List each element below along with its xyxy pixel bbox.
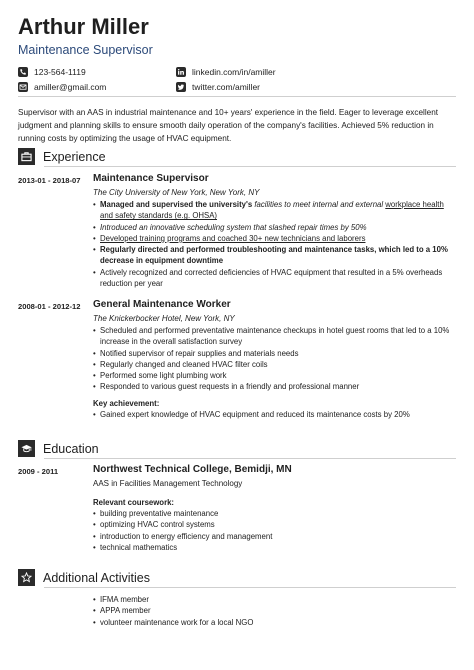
job-1-dates: 2013-01 - 2018-07 xyxy=(18,176,81,185)
list-item: • IFMA member xyxy=(93,594,455,605)
list-item: • technical mathematics xyxy=(93,542,455,553)
contact-linkedin[interactable] xyxy=(176,67,276,77)
education-title: Education xyxy=(43,441,99,456)
job-1-title: Maintenance Supervisor xyxy=(93,173,209,184)
linkedin-text: linkedin.com/in/amiller xyxy=(192,67,276,77)
experience-section-header xyxy=(18,148,106,165)
education-entry xyxy=(93,464,455,553)
job-2-dates: 2008-01 - 2012-12 xyxy=(18,302,81,311)
job-1 xyxy=(93,173,455,289)
twitter-icon xyxy=(176,82,186,92)
list-item: • Developed training programs and coached 30+ new technicians and laborers xyxy=(93,233,455,244)
email-icon xyxy=(18,82,28,92)
twitter-text: twitter.com/amiller xyxy=(192,82,261,92)
header-divider xyxy=(18,96,456,97)
activities-list xyxy=(93,594,455,628)
job-2-title: General Maintenance Worker xyxy=(93,299,231,310)
list-item: • building preventative maintenance xyxy=(93,508,455,519)
experience-title: Experience xyxy=(43,149,106,164)
list-item: • Gained expert knowledge of HVAC equipment and reduced its maintenance costs by 20% xyxy=(93,409,455,420)
email-text: amiller@gmail.com xyxy=(34,82,107,92)
phone-text: 123-564-1119 xyxy=(34,67,86,77)
star-icon xyxy=(18,569,35,586)
list-item: • Regularly directed and performed troubleshooting and maintenance tasks, which led to a 10% decrease in equipment downtime xyxy=(93,244,455,267)
job-1-bullets xyxy=(93,199,455,289)
degree: AAS in Facilities Management Technology xyxy=(93,479,243,488)
list-item: • optimizing HVAC control systems xyxy=(93,519,455,530)
list-item: • Managed and supervised the university's facilities to meet internal and external workplace health and safety standards (e.g. OHSA) xyxy=(93,199,455,222)
list-item: • introduction to energy efficiency and management xyxy=(93,531,455,542)
candidate-name: Arthur Miller xyxy=(18,14,149,39)
experience-divider xyxy=(44,166,456,167)
key-achievement-label: Key achievement: xyxy=(93,398,160,408)
job-2-bullets xyxy=(93,325,455,393)
list-item: • Performed some light plumbing work xyxy=(93,370,455,381)
profile-summary: Supervisor with an AAS in industrial maintenance and 10+ years' experience in the field. Eager to leverage excellent judgment and planning skills to ensure smooth daily operation of the company's facilities. Achieved 5% reduction in running costs by optimizing the usage of HVAC equipment. xyxy=(18,108,439,143)
education-dates: 2009 - 2011 xyxy=(18,467,59,476)
contact-twitter[interactable] xyxy=(176,82,260,92)
activities-divider xyxy=(44,587,456,588)
job-2-company: The Knickerbocker Hotel, New York, NY xyxy=(93,314,235,323)
coursework-list xyxy=(93,508,455,553)
briefcase-icon xyxy=(18,148,35,165)
activities-title: Additional Activities xyxy=(43,570,151,585)
list-item: • Regularly changed and cleaned HVAC filter coils xyxy=(93,359,455,370)
list-item: • volunteer maintenance work for a local NGO xyxy=(93,617,455,628)
education-divider xyxy=(44,458,456,459)
activities-section-header xyxy=(18,569,150,586)
list-item: • Scheduled and performed preventative maintenance checkups in hotel guest rooms that led to a 10% increase in the overall satisfaction survey xyxy=(93,325,455,348)
contact-phone[interactable] xyxy=(18,67,86,77)
job-2 xyxy=(93,299,455,420)
graduation-cap-icon xyxy=(18,440,35,457)
coursework-label: Relevant coursework: xyxy=(93,498,175,507)
list-item: • Notified supervisor of repair supplies and materials needs xyxy=(93,348,455,359)
job-1-company: The City University of New York, New York, NY xyxy=(93,188,260,197)
list-item: • APPA member xyxy=(93,605,455,616)
list-item: • Introduced an innovative scheduling system that slashed repair times by 50% xyxy=(93,222,455,233)
candidate-role: Maintenance Supervisor xyxy=(18,43,153,57)
list-item: • Actively recognized and corrected deficiencies of HVAC equipment that resulted in a 5% overheads reduction per year xyxy=(93,267,455,290)
linkedin-icon xyxy=(176,67,186,77)
school-name: Northwest Technical College, Bemidji, MN xyxy=(93,464,292,475)
phone-icon xyxy=(18,67,28,77)
key-achievement-bullets xyxy=(93,409,455,420)
activities-entry xyxy=(93,594,455,628)
contact-email[interactable] xyxy=(18,82,106,92)
list-item: • Responded to various guest requests in a friendly and professional manner xyxy=(93,381,455,392)
education-section-header xyxy=(18,440,99,457)
